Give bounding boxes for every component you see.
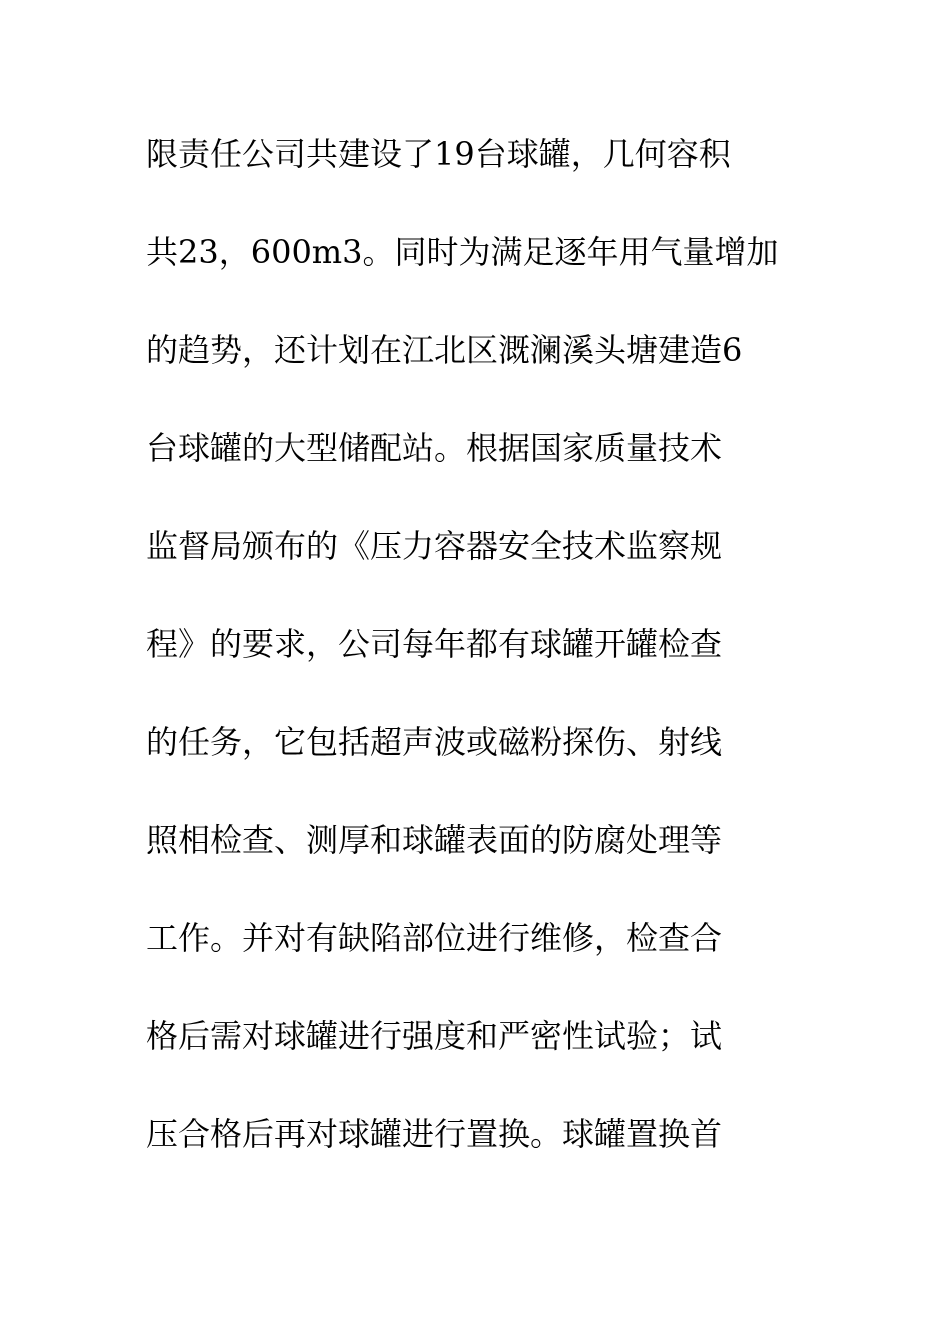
text-line: 的任务，它包括超声波或磁粉探伤、射线 <box>146 723 723 761</box>
text-line: 台球罐的大型储配站。根据国家质量技术 <box>146 429 723 467</box>
body-text <box>146 128 826 1206</box>
text-line: 工作。并对有缺陷部位进行维修，检查合 <box>146 919 723 957</box>
text-line: 限责任公司共建设了19台球罐，几何容积 <box>146 135 731 173</box>
text-line: 共23，600m3。同时为满足逐年用气量增加 <box>146 233 779 271</box>
text-line: 的趋势，还计划在江北区溉澜溪头塘建造6 <box>146 331 743 369</box>
text-line: 压合格后再对球罐进行置换。球罐置换首 <box>146 1115 723 1153</box>
text-line: 格后需对球罐进行强度和严密性试验；试 <box>146 1017 723 1055</box>
text-line: 监督局颁布的《压力容器安全技术监察规 <box>146 527 723 565</box>
text-line: 照相检查、测厚和球罐表面的防腐处理等 <box>146 821 723 859</box>
text-line: 程》的要求，公司每年都有球罐开罐检查 <box>146 625 723 663</box>
